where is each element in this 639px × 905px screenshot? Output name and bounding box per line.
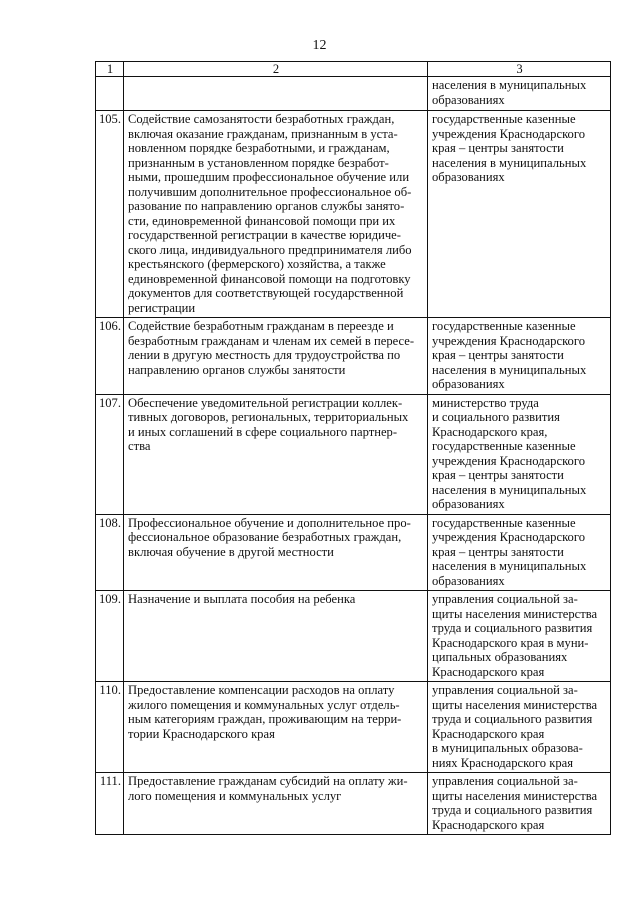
service-line: признанным в установленном порядке безработ- bbox=[128, 155, 389, 170]
responsible-line: в муниципальных образова- bbox=[432, 741, 583, 755]
service-line: Содействие безработным гражданам в переезде и bbox=[128, 319, 394, 333]
service-line: направлению органов службы занятости bbox=[128, 362, 346, 377]
service-line: лении в другую местность для трудоустройства по bbox=[128, 348, 401, 362]
service-line: документов для соответствующей государственной bbox=[128, 286, 404, 300]
responsible-line: государственные казенные bbox=[432, 112, 576, 126]
responsible-line: министерство труда bbox=[432, 395, 539, 410]
service-line: единовременной финансовой помощи на подготовку bbox=[128, 271, 411, 286]
responsible-cell bbox=[428, 773, 611, 835]
responsible-line: труда и социального развития bbox=[432, 621, 593, 635]
responsible-line: населения в муниципальных bbox=[432, 482, 587, 497]
page-number: 12 bbox=[312, 38, 327, 53]
responsible-line: образованиях bbox=[432, 573, 505, 588]
responsible-line: образованиях bbox=[432, 377, 505, 391]
service-line: сти, единовременной финансовой помощи при их bbox=[128, 213, 396, 228]
row-number: 107. bbox=[96, 394, 124, 514]
table-row bbox=[96, 111, 611, 318]
table-header-row bbox=[96, 62, 611, 77]
responsible-cell bbox=[428, 77, 611, 111]
column-header-service: 2 bbox=[124, 62, 428, 77]
column-header-number: 1 bbox=[96, 62, 124, 77]
service-line: безработным гражданам и членам их семей в пересе- bbox=[128, 333, 415, 348]
service-line: ского лица, индивидуального предпринимателя либо bbox=[128, 242, 412, 257]
service-line: Обеспечение уведомительной регистрации коллек- bbox=[128, 395, 403, 410]
service-line: включая обучение в другой местности bbox=[128, 544, 334, 559]
table-row bbox=[96, 682, 611, 773]
responsible-line: учреждения Краснодарского bbox=[432, 453, 585, 468]
responsible-line: учреждения Краснодарского bbox=[432, 530, 585, 544]
row-number: 109. bbox=[96, 591, 124, 682]
service-line: и иных соглашений в сфере социального партнер- bbox=[128, 424, 398, 439]
service-line: разование по направлению органов службы занято- bbox=[128, 199, 405, 213]
responsible-line: государственные казенные bbox=[432, 439, 576, 453]
service-line: тивных договоров, региональных, территориальных bbox=[128, 410, 409, 424]
responsible-line: ципальных образованиях bbox=[432, 650, 568, 664]
responsible-line: щиты населения министерства bbox=[432, 606, 598, 621]
responsible-line: труда и социального развития bbox=[432, 712, 593, 726]
table-row bbox=[96, 394, 611, 514]
service-cell bbox=[124, 682, 428, 773]
service-cell bbox=[124, 591, 428, 682]
service-line: ства bbox=[128, 439, 151, 453]
row-number bbox=[96, 77, 124, 111]
table-row bbox=[96, 514, 611, 591]
responsible-line: и социального развития bbox=[432, 410, 560, 424]
service-line: Предоставление компенсации расходов на оплату bbox=[128, 683, 395, 697]
responsible-line: ниях Краснодарского края bbox=[432, 755, 574, 770]
responsible-line: населения в муниципальных bbox=[432, 155, 587, 170]
responsible-line: управления социальной за- bbox=[432, 683, 578, 697]
service-line: Предоставление гражданам субсидий на оплату жи- bbox=[128, 774, 408, 788]
service-line: включая оказание гражданам, признанным в уста- bbox=[128, 126, 398, 141]
service-cell bbox=[124, 111, 428, 318]
responsible-cell bbox=[428, 514, 611, 591]
responsible-cell bbox=[428, 111, 611, 318]
table-row bbox=[96, 591, 611, 682]
row-number: 108. bbox=[96, 514, 124, 591]
responsible-line: учреждения Краснодарского bbox=[432, 333, 585, 348]
service-line: регистрации bbox=[128, 300, 196, 315]
table-row bbox=[96, 773, 611, 835]
responsible-line: труда и социального развития bbox=[432, 803, 593, 817]
responsible-line: образованиях bbox=[432, 170, 505, 184]
responsible-line: края – центры занятости bbox=[432, 544, 564, 559]
responsible-line: государственные казенные bbox=[432, 319, 576, 333]
responsible-line: края – центры занятости bbox=[432, 141, 564, 155]
table-row bbox=[96, 318, 611, 395]
service-line: новленном порядке безработными, и гражданам, bbox=[128, 141, 390, 155]
service-cell bbox=[124, 77, 428, 111]
responsible-line: государственные казенные bbox=[432, 515, 576, 530]
service-cell bbox=[124, 318, 428, 395]
responsible-cell bbox=[428, 591, 611, 682]
service-line: крестьянского (фермерского) хозяйства, а также bbox=[128, 257, 386, 271]
service-line: ными, прошедшим профессиональное обучение или bbox=[128, 170, 410, 184]
row-number: 105. bbox=[96, 111, 124, 318]
service-line: фессиональное образование безработных граждан, bbox=[128, 530, 402, 544]
service-line: лого помещения и коммунальных услуг bbox=[128, 788, 342, 803]
responsible-line: учреждения Краснодарского bbox=[432, 126, 585, 141]
responsible-cell bbox=[428, 318, 611, 395]
responsible-line: населения в муниципальных bbox=[432, 78, 587, 92]
responsible-line: образованиях bbox=[432, 497, 505, 511]
responsible-line: Краснодарского края bbox=[432, 817, 545, 832]
responsible-line: управления социальной за- bbox=[432, 592, 578, 606]
responsible-line: образованиях bbox=[432, 92, 505, 107]
service-cell bbox=[124, 394, 428, 514]
row-number: 106. bbox=[96, 318, 124, 395]
responsible-line: Краснодарского края в муни- bbox=[432, 635, 589, 650]
service-line: ным категориям граждан, проживающим на терри- bbox=[128, 712, 402, 726]
responsible-line: щиты населения министерства bbox=[432, 697, 598, 712]
service-cell bbox=[124, 514, 428, 591]
service-line: Содействие самозанятости безработных граждан, bbox=[128, 112, 395, 126]
responsible-cell bbox=[428, 682, 611, 773]
row-number: 110. bbox=[96, 682, 124, 773]
responsible-cell bbox=[428, 394, 611, 514]
service-line: тории Краснодарского края bbox=[128, 726, 275, 741]
service-line: жилого помещения и коммунальных услуг отдель- bbox=[128, 697, 400, 712]
row-number: 111. bbox=[96, 773, 124, 835]
continuation-row bbox=[96, 77, 611, 111]
responsible-line: управления социальной за- bbox=[432, 774, 578, 788]
responsible-line: края – центры занятости bbox=[432, 468, 564, 482]
service-cell bbox=[124, 773, 428, 835]
responsible-line: населения в муниципальных bbox=[432, 362, 587, 377]
responsible-line: населения в муниципальных bbox=[432, 559, 587, 573]
services-table bbox=[95, 61, 611, 835]
service-line: получившим дополнительное профессиональное об- bbox=[128, 184, 412, 199]
service-line: Профессиональное обучение и дополнительное про- bbox=[128, 515, 411, 530]
responsible-line: края – центры занятости bbox=[432, 348, 564, 362]
responsible-line: Краснодарского края, bbox=[432, 424, 548, 439]
responsible-line: щиты населения министерства bbox=[432, 788, 598, 803]
responsible-line: Краснодарского края bbox=[432, 726, 545, 741]
responsible-line: Краснодарского края bbox=[432, 664, 545, 679]
service-line: Назначение и выплата пособия на ребенка bbox=[128, 592, 356, 606]
service-line: государственной регистрации в качестве юридиче- bbox=[128, 228, 401, 242]
column-header-responsible: 3 bbox=[428, 62, 611, 77]
